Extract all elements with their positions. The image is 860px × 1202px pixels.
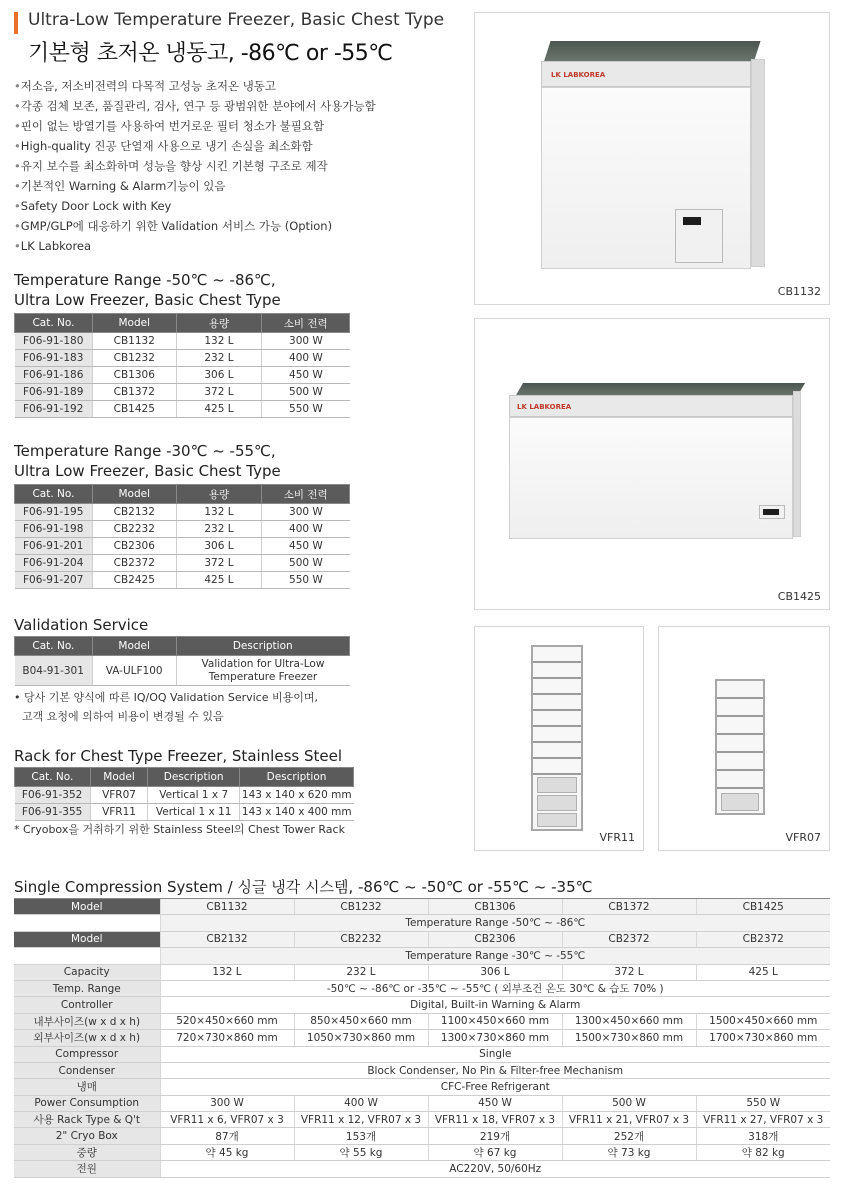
cryo-box	[537, 777, 577, 793]
rack-shelf	[533, 661, 581, 663]
table-header-row	[15, 637, 350, 656]
cell: Single	[160, 1046, 830, 1062]
cell: F06-91-189	[15, 384, 93, 401]
cell: F06-91-183	[15, 350, 93, 367]
spec-range-row-a	[14, 915, 830, 931]
row-header: 사용 Rack Type & Q't	[14, 1112, 160, 1128]
cell: F06-91-352	[15, 787, 91, 804]
cell: CB1425	[92, 401, 176, 418]
cell: CB1306	[92, 367, 176, 384]
rack-note: * Cryobox을 거취하기 위한 Stainless Steel의 Chest Tower Rack	[14, 823, 345, 836]
validation-note	[14, 688, 318, 726]
range55-title-line2: Ultra Low Freezer, Basic Chest Type	[14, 462, 281, 480]
row-header: Compressor	[14, 1046, 160, 1062]
col-header: Description	[240, 768, 354, 787]
table-row	[15, 384, 350, 401]
spec-title: Single Compression System / 싱글 냉각 시스템, -86℃ ~ -50℃ or -55℃ ~ -35℃	[14, 878, 593, 896]
cell: 153개	[294, 1128, 428, 1144]
cell: CB2232	[294, 931, 428, 947]
cell: 372 L	[176, 555, 262, 572]
col-header: 용량	[176, 485, 262, 504]
table-row	[15, 804, 354, 821]
rack-shelf	[533, 757, 581, 759]
caption-cb1132: CB1132	[777, 285, 821, 298]
cell: 300 W	[262, 333, 350, 350]
brand-logo: LK LABKOREA	[551, 71, 606, 79]
cell: 550 W	[696, 1095, 830, 1111]
spec-row-power	[14, 1095, 830, 1111]
cell: 1500×730×860 mm	[562, 1030, 696, 1046]
cell: CB1132	[160, 899, 294, 915]
rack-vfr11-frame	[531, 645, 583, 831]
col-header: Cat. No.	[15, 485, 93, 504]
rack-vfr07-frame	[715, 679, 765, 815]
cell: CB2425	[92, 572, 176, 589]
cell: 252개	[562, 1128, 696, 1144]
spec-row-temp-range	[14, 980, 830, 996]
feature-item: • Safety Door Lock with Key	[14, 196, 376, 216]
cryo-box	[537, 795, 577, 811]
rack-shelf	[533, 709, 581, 711]
cell: 143 x 140 x 620 mm	[240, 787, 354, 804]
spec-model-row-b	[14, 931, 830, 947]
range86-title-line2: Ultra Low Freezer, Basic Chest Type	[14, 291, 281, 309]
cell: 1050×730×860 mm	[294, 1030, 428, 1046]
cell: 400 W	[262, 350, 350, 367]
spec-table	[14, 898, 830, 1178]
cell: 500 W	[262, 384, 350, 401]
rack-shelf	[533, 725, 581, 727]
feature-item: • 기본적인 Warning & Alarm기능이 있음	[14, 176, 376, 196]
cell: Temperature Range -30℃ ~ -55℃	[160, 948, 830, 964]
col-header: 소비 전력	[262, 314, 350, 333]
page-title-en: Ultra-Low Temperature Freezer, Basic Chest Type	[28, 10, 445, 30]
cell: 306 L	[428, 964, 562, 980]
range86-title-line1: Temperature Range -50℃ ~ -86℃,	[14, 271, 276, 289]
cell: 450 W	[262, 367, 350, 384]
cell: 132 L	[160, 964, 294, 980]
cell: CB1425	[696, 899, 830, 915]
row-header: 외부사이즈(w x d x h)	[14, 1030, 160, 1046]
caption-vfr07: VFR07	[785, 831, 821, 844]
spec-row-capacity	[14, 964, 830, 980]
cell: 400 W	[262, 521, 350, 538]
rack-shelf	[717, 769, 763, 771]
table-row	[15, 401, 350, 418]
cell: 520×450×660 mm	[160, 1013, 294, 1029]
spec-row-weight	[14, 1144, 830, 1160]
rack-shelf	[717, 787, 763, 789]
display-screen	[763, 509, 779, 515]
table-row	[15, 504, 350, 521]
cell: 500 W	[562, 1095, 696, 1111]
cell: F06-91-201	[15, 538, 93, 555]
row-header: Power Consumption	[14, 1095, 160, 1111]
table-row	[15, 333, 350, 350]
spec-row-refrigerant	[14, 1079, 830, 1095]
cell: F06-91-186	[15, 367, 93, 384]
cell: 318개	[696, 1128, 830, 1144]
table-row	[15, 656, 350, 686]
cell: 약 45 kg	[160, 1144, 294, 1160]
spec-row-cryobox	[14, 1128, 830, 1144]
feature-item: • GMP/GLP에 대응하기 위한 Validation 서비스 가능 (Option)	[14, 216, 376, 236]
cell: VFR07	[90, 787, 148, 804]
col-header: Cat. No.	[15, 637, 93, 656]
brand-logo: LK LABKOREA	[517, 403, 572, 411]
cell-line: Validation for Ultra-Low	[201, 657, 325, 670]
feature-item: • 저소음, 저소비전력의 다목적 고성능 초저온 냉동고	[14, 76, 376, 96]
cell: CB2132	[92, 504, 176, 521]
cell: CB1232	[92, 350, 176, 367]
cell: 550 W	[262, 572, 350, 589]
freezer-side	[751, 59, 765, 267]
cell-line: Temperature Freezer	[208, 670, 318, 683]
cell: 400 W	[294, 1095, 428, 1111]
range55-table	[14, 484, 350, 589]
cell: -50℃ ~ -86℃ or -35℃ ~ -55℃ ( 외부조건 온도 30℃ & 습도 70% )	[160, 980, 830, 996]
cell: 약 82 kg	[696, 1144, 830, 1160]
cell: 300 W	[160, 1095, 294, 1111]
cell: 300 W	[262, 504, 350, 521]
feature-item: • 각종 검체 보존, 품질관리, 검사, 연구 등 광범위한 분야에서 사용가능함	[14, 96, 376, 116]
rack-shelf	[533, 693, 581, 695]
rack-shelf	[533, 773, 581, 775]
cell: 132 L	[176, 504, 262, 521]
cell: Temperature Range -50℃ ~ -86℃	[160, 915, 830, 931]
cell: 425 L	[696, 964, 830, 980]
row-header: 내부사이즈(w x d x h)	[14, 1013, 160, 1029]
range86-title	[14, 270, 281, 310]
cryo-box	[537, 813, 577, 827]
table-row	[15, 367, 350, 384]
cell	[14, 915, 160, 931]
display-screen	[683, 217, 701, 225]
cell: 425 L	[176, 572, 262, 589]
cell: 500 W	[262, 555, 350, 572]
cell: CB2306	[92, 538, 176, 555]
table-row	[15, 538, 350, 555]
feature-item: • High-quality 진공 단열재 사용으로 냉기 손실을 최소화함	[14, 136, 376, 156]
row-header: Condenser	[14, 1062, 160, 1078]
cryo-box	[721, 793, 759, 811]
cell: 450 W	[262, 538, 350, 555]
cell: 1300×730×860 mm	[428, 1030, 562, 1046]
cell	[14, 948, 160, 964]
rack-shelf	[717, 751, 763, 753]
freezer-side	[793, 391, 801, 537]
cell: CB1372	[562, 899, 696, 915]
row-header: 중량	[14, 1144, 160, 1160]
cell: Vertical 1 x 11	[148, 804, 240, 821]
cell: 372 L	[176, 384, 262, 401]
spec-row-condenser	[14, 1062, 830, 1078]
cell: CB2372	[92, 555, 176, 572]
row-header: 냉매	[14, 1079, 160, 1095]
rack-table	[14, 767, 354, 821]
range55-title-line1: Temperature Range -30℃ ~ -55℃,	[14, 442, 276, 460]
spec-row-controller	[14, 997, 830, 1013]
spec-row-inner-size	[14, 1013, 830, 1029]
range55-title	[14, 441, 281, 481]
cell: VFR11 x 12, VFR07 x 3	[294, 1112, 428, 1128]
col-header: Cat. No.	[15, 768, 91, 787]
table-row	[15, 787, 354, 804]
cell: 약 73 kg	[562, 1144, 696, 1160]
table-row	[15, 555, 350, 572]
cell: F06-91-192	[15, 401, 93, 418]
row-header: 전원	[14, 1161, 160, 1177]
cell: 232 L	[176, 350, 262, 367]
page-title-ko: 기본형 초저온 냉동고, -86℃ or -55℃	[28, 41, 393, 66]
cell: VFR11 x 21, VFR07 x 3	[562, 1112, 696, 1128]
cell: CB1306	[428, 899, 562, 915]
cell: 약 55 kg	[294, 1144, 428, 1160]
photo-vfr11	[474, 626, 644, 851]
spec-row-outer-size	[14, 1030, 830, 1046]
cell: VFR11 x 6, VFR07 x 3	[160, 1112, 294, 1128]
caption-cb1425: CB1425	[777, 590, 821, 603]
validation-table	[14, 636, 350, 686]
cell: VFR11 x 27, VFR07 x 3	[696, 1112, 830, 1128]
col-header: Description	[148, 768, 240, 787]
rack-shelf	[717, 715, 763, 717]
feature-item: • 유지 보수를 최소화하며 성능을 향상 시킨 기본형 구조로 제작	[14, 156, 376, 176]
table-row	[15, 572, 350, 589]
spec-row-rack	[14, 1112, 830, 1128]
rack-shelf	[717, 733, 763, 735]
cell: 232 L	[294, 964, 428, 980]
cell: VA-ULF100	[92, 656, 176, 686]
row-header: 2" Cryo Box	[14, 1128, 160, 1144]
cell: 306 L	[176, 367, 262, 384]
cell: Digital, Built-in Warning & Alarm	[160, 997, 830, 1013]
freezer-top	[543, 41, 760, 63]
cell: 232 L	[176, 521, 262, 538]
spec-model-row-a	[14, 899, 830, 915]
cell: CB2232	[92, 521, 176, 538]
cell: 550 W	[262, 401, 350, 418]
col-header: Model	[92, 637, 176, 656]
rack-shelf	[533, 741, 581, 743]
cell: F06-91-204	[15, 555, 93, 572]
validation-title: Validation Service	[14, 616, 149, 634]
cell: F06-91-207	[15, 572, 93, 589]
table-header-row	[15, 314, 350, 333]
cell: 720×730×860 mm	[160, 1030, 294, 1046]
feature-item: • 핀이 없는 방열기를 사용하여 번거로운 필터 청소가 불필요함	[14, 116, 376, 136]
col-header: Model	[92, 485, 176, 504]
table-header-row	[15, 768, 354, 787]
cell: F06-91-198	[15, 521, 93, 538]
cell: 306 L	[176, 538, 262, 555]
freezer-body	[509, 417, 793, 539]
table-row	[15, 521, 350, 538]
cell: F06-91-355	[15, 804, 91, 821]
cell: 1100×450×660 mm	[428, 1013, 562, 1029]
photo-vfr07	[658, 626, 830, 851]
cell: Vertical 1 x 7	[148, 787, 240, 804]
col-header: 용량	[176, 314, 262, 333]
spec-row-compressor	[14, 1046, 830, 1062]
cell: CB2306	[428, 931, 562, 947]
cell: VFR11 x 18, VFR07 x 3	[428, 1112, 562, 1128]
row-header: Controller	[14, 997, 160, 1013]
cell: CB2132	[160, 931, 294, 947]
cell: 219개	[428, 1128, 562, 1144]
range86-table	[14, 313, 350, 418]
rack-title: Rack for Chest Type Freezer, Stainless Steel	[14, 747, 343, 765]
table-row	[15, 350, 350, 367]
cell: 약 67 kg	[428, 1144, 562, 1160]
feature-item: • LK Labkorea	[14, 236, 376, 256]
title-accent-bar	[14, 12, 18, 34]
col-header: Model	[90, 768, 148, 787]
col-header: Description	[176, 637, 349, 656]
cell: CB2372	[696, 931, 830, 947]
row-header: Capacity	[14, 964, 160, 980]
cell: 87개	[160, 1128, 294, 1144]
photo-cb1132	[474, 12, 830, 305]
cell: CFC-Free Refrigerant	[160, 1079, 830, 1095]
cell: CB2372	[562, 931, 696, 947]
rack-shelf	[533, 677, 581, 679]
cell: 850×450×660 mm	[294, 1013, 428, 1029]
col-header: Cat. No.	[15, 314, 93, 333]
col-header: Model	[92, 314, 176, 333]
cell: Block Condenser, No Pin & Filter-free Mechanism	[160, 1062, 830, 1078]
cell: CB1132	[92, 333, 176, 350]
validation-note-line1: • 당사 기본 양식에 따른 IQ/OQ Validation Service 비용이며,	[14, 691, 318, 704]
spec-range-row-b	[14, 948, 830, 964]
cell: 132 L	[176, 333, 262, 350]
feature-list	[14, 76, 376, 256]
validation-note-line2: 고객 요청에 의하여 비용이 변경될 수 있음	[22, 710, 224, 723]
caption-vfr11: VFR11	[599, 831, 635, 844]
cell: CB1372	[92, 384, 176, 401]
cell: 425 L	[176, 401, 262, 418]
cell: F06-91-195	[15, 504, 93, 521]
row-header: Model	[14, 899, 160, 915]
cell: 143 x 140 x 400 mm	[240, 804, 354, 821]
cell	[176, 656, 349, 686]
spec-row-power-supply	[14, 1161, 830, 1177]
photo-cb1425	[474, 318, 830, 610]
rack-shelf	[717, 697, 763, 699]
table-header-row	[15, 485, 350, 504]
cell: 1500×450×660 mm	[696, 1013, 830, 1029]
cell: AC220V, 50/60Hz	[160, 1161, 830, 1177]
row-header: Model	[14, 931, 160, 947]
cell: 372 L	[562, 964, 696, 980]
cell: CB1232	[294, 899, 428, 915]
row-header: Temp. Range	[14, 980, 160, 996]
cell: 450 W	[428, 1095, 562, 1111]
cell: B04-91-301	[15, 656, 93, 686]
cell: VFR11	[90, 804, 148, 821]
cell: 1700×730×860 mm	[696, 1030, 830, 1046]
cell: F06-91-180	[15, 333, 93, 350]
col-header: 소비 전력	[262, 485, 350, 504]
cell: 1300×450×660 mm	[562, 1013, 696, 1029]
